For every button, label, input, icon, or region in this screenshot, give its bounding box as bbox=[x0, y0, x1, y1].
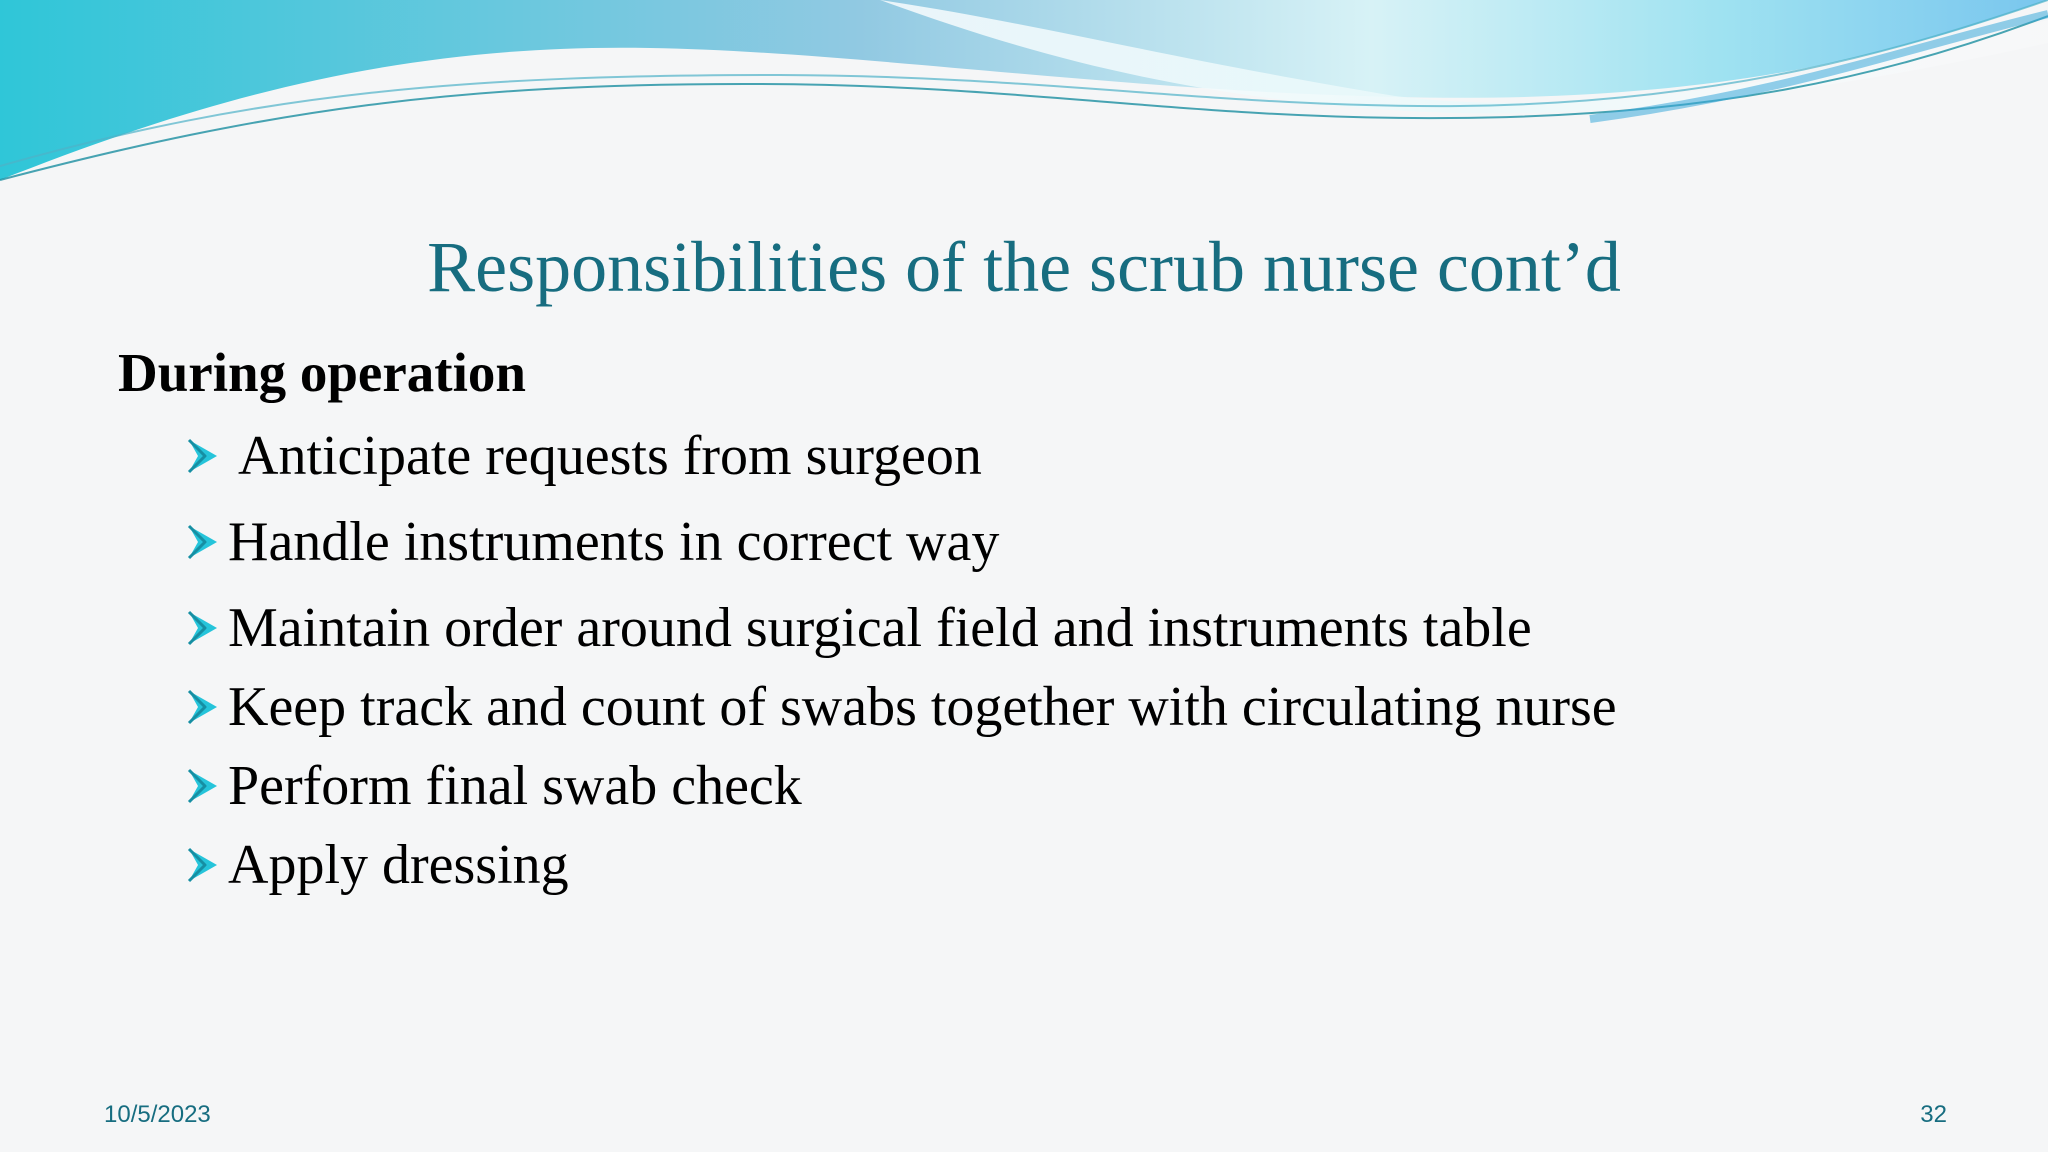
footer-date: 10/5/2023 bbox=[104, 1101, 211, 1128]
arrowhead-bullet-icon bbox=[186, 767, 220, 805]
bullet-item-anticipate-requests bbox=[186, 421, 982, 491]
slide-title: Responsibilities of the scrub nurse cont’d bbox=[427, 227, 1621, 307]
arrowhead-bullet-icon bbox=[186, 523, 220, 561]
arrowhead-bullet-icon bbox=[186, 846, 220, 884]
bullet-item-apply-dressing bbox=[186, 830, 569, 900]
bullet-text: Apply dressing bbox=[228, 834, 569, 896]
slide-number: 32 bbox=[1920, 1101, 1947, 1128]
bullet-item-maintain-order bbox=[186, 593, 1532, 663]
bullet-item-final-swab-check bbox=[186, 751, 802, 821]
arrowhead-bullet-icon bbox=[186, 688, 220, 726]
bullet-text: Anticipate requests from surgeon bbox=[238, 425, 982, 487]
bullet-text: Perform final swab check bbox=[228, 755, 802, 817]
bullet-item-handle-instruments bbox=[186, 507, 999, 577]
section-heading: During operation bbox=[118, 342, 526, 403]
bullet-text: Handle instruments in correct way bbox=[228, 511, 1000, 573]
arrowhead-bullet-icon bbox=[186, 609, 220, 647]
arrowhead-bullet-icon bbox=[186, 437, 220, 475]
bullet-item-swab-count bbox=[186, 672, 1617, 742]
bullet-list bbox=[186, 0, 2006, 1152]
bullet-text: Keep track and count of swabs together with circulating nurse bbox=[228, 676, 1617, 738]
bullet-text: Maintain order around surgical field and instruments table bbox=[228, 597, 1532, 659]
